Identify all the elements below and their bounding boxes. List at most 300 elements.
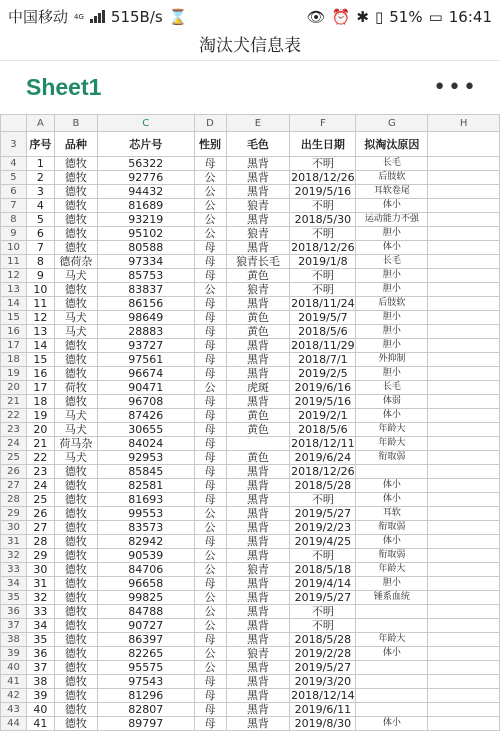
seq-cell[interactable]: 4 [26,199,54,213]
sex-cell[interactable]: 公 [194,213,226,227]
row-number[interactable]: 21 [1,395,27,409]
row-number[interactable]: 39 [1,647,27,661]
reason-cell[interactable]: 锤系血统 [356,591,428,605]
chip-cell[interactable]: 98649 [97,311,194,325]
row-number[interactable]: 35 [1,591,27,605]
reason-cell[interactable]: 体小 [356,479,428,493]
header-cell-breed[interactable]: 品种 [54,132,97,157]
seq-cell[interactable]: 30 [26,563,54,577]
reason-cell[interactable]: 体小 [356,409,428,423]
birthdate-cell[interactable]: 2018/12/26 [291,171,355,184]
birthdate-cell[interactable]: 不明 [290,549,356,563]
birthdate-cell[interactable]: 2019/1/8 [290,255,356,269]
row-number[interactable]: 17 [1,339,27,353]
empty-cell[interactable] [428,577,500,591]
empty-cell[interactable] [428,283,500,297]
reason-cell[interactable]: 胆小 [356,577,428,591]
chip-cell[interactable]: 81689 [97,199,194,213]
seq-cell[interactable]: 40 [26,703,54,717]
reason-cell[interactable]: 外抑制 [356,353,428,367]
chip-cell[interactable]: 85845 [97,465,194,479]
seq-cell[interactable]: 19 [26,409,54,423]
color-cell[interactable]: 黑背 [226,661,290,675]
reason-cell[interactable]: 耳软 [356,507,428,521]
birthdate-cell[interactable]: 2019/2/23 [290,521,356,535]
chip-cell[interactable]: 82581 [97,479,194,493]
color-cell[interactable]: 黑背 [226,465,290,479]
sheet-tab[interactable]: Sheet1 [26,74,102,100]
chip-cell[interactable]: 82942 [97,535,194,549]
breed-cell[interactable]: 德牧 [54,521,97,535]
reason-cell[interactable] [356,675,428,689]
empty-cell[interactable] [428,297,500,311]
seq-cell[interactable]: 23 [26,465,54,479]
row-number[interactable]: 15 [1,311,27,325]
color-cell[interactable]: 黑背 [226,395,290,409]
row-number[interactable]: 30 [1,521,27,535]
empty-cell[interactable] [428,633,500,647]
column-header-h[interactable]: H [428,115,500,132]
sex-cell[interactable]: 母 [194,423,226,437]
sex-cell[interactable]: 母 [194,311,226,325]
color-cell[interactable]: 黑背 [226,549,290,563]
reason-cell[interactable] [356,605,428,619]
row-number[interactable]: 32 [1,549,27,563]
breed-cell[interactable]: 德牧 [54,395,97,409]
reason-cell[interactable]: 体小 [356,493,428,507]
birthdate-cell[interactable]: 2018/12/26 [291,465,355,478]
reason-cell[interactable]: 体小 [356,647,428,661]
seq-cell[interactable]: 27 [26,521,54,535]
color-cell[interactable]: 黑背 [226,157,290,171]
chip-cell[interactable]: 96708 [97,395,194,409]
birthdate-cell[interactable]: 2019/2/5 [290,367,356,381]
reason-cell[interactable]: 体小 [356,717,428,731]
reason-cell[interactable]: 体小 [356,241,428,255]
sex-cell[interactable]: 公 [194,521,226,535]
chip-cell[interactable]: 81296 [97,689,194,703]
seq-cell[interactable]: 20 [26,423,54,437]
chip-cell[interactable]: 85753 [97,269,194,283]
color-cell[interactable]: 黄色 [226,269,290,283]
reason-cell[interactable]: 长毛 [356,381,428,395]
empty-cell[interactable] [428,451,500,465]
seq-cell[interactable]: 17 [26,381,54,395]
seq-cell[interactable]: 7 [26,241,54,255]
reason-cell[interactable]: 胆小 [356,311,428,325]
chip-cell[interactable]: 86397 [97,633,194,647]
breed-cell[interactable]: 德牧 [54,535,97,549]
birthdate-cell[interactable]: 2019/6/11 [290,703,356,717]
seq-cell[interactable]: 28 [26,535,54,549]
sex-cell[interactable]: 母 [194,353,226,367]
chip-cell[interactable]: 96658 [97,577,194,591]
sex-cell[interactable]: 公 [194,185,226,199]
sex-cell[interactable]: 母 [194,675,226,689]
breed-cell[interactable]: 德牧 [54,661,97,675]
sex-cell[interactable]: 母 [194,255,226,269]
birthdate-cell[interactable]: 不明 [290,269,356,283]
seq-cell[interactable]: 10 [26,283,54,297]
sex-cell[interactable]: 公 [194,661,226,675]
breed-cell[interactable]: 荷马杂 [54,437,97,451]
reason-cell[interactable]: 长毛 [356,255,428,269]
birthdate-cell[interactable]: 2018/12/26 [291,241,355,254]
seq-cell[interactable]: 25 [26,493,54,507]
breed-cell[interactable]: 德牧 [54,675,97,689]
reason-cell[interactable]: 胆小 [356,283,428,297]
seq-cell[interactable]: 34 [26,619,54,633]
birthdate-cell[interactable]: 2018/5/28 [290,633,356,647]
breed-cell[interactable]: 马犬 [54,269,97,283]
seq-cell[interactable]: 18 [26,395,54,409]
reason-cell[interactable]: 胆小 [356,269,428,283]
header-cell-seq[interactable]: 序号 [26,132,54,157]
reason-cell[interactable]: 胆小 [356,325,428,339]
reason-cell[interactable]: 运动能力不强 [356,213,428,227]
birthdate-cell[interactable]: 2018/7/1 [290,353,356,367]
sex-cell[interactable]: 公 [194,507,226,521]
breed-cell[interactable]: 马犬 [54,409,97,423]
seq-cell[interactable]: 21 [26,437,54,451]
seq-cell[interactable]: 32 [26,591,54,605]
birthdate-cell[interactable]: 2018/5/6 [290,325,356,339]
breed-cell[interactable]: 德牧 [54,563,97,577]
seq-cell[interactable]: 3 [26,185,54,199]
sex-cell[interactable]: 公 [194,199,226,213]
sex-cell[interactable]: 母 [194,717,226,731]
seq-cell[interactable]: 33 [26,605,54,619]
sex-cell[interactable]: 母 [194,157,226,171]
color-cell[interactable]: 黑背 [226,171,290,185]
color-cell[interactable]: 狼青长毛 [226,255,290,269]
seq-cell[interactable]: 26 [26,507,54,521]
chip-cell[interactable]: 96674 [97,367,194,381]
reason-cell[interactable]: 胆小 [356,227,428,241]
birthdate-cell[interactable]: 2019/2/1 [290,409,356,423]
birthdate-cell[interactable]: 2019/6/16 [290,381,356,395]
color-cell[interactable]: 狼青 [226,283,290,297]
seq-cell[interactable]: 1 [26,157,54,171]
row-number[interactable]: 43 [1,703,27,717]
empty-cell[interactable] [428,325,500,339]
seq-cell[interactable]: 35 [26,633,54,647]
color-cell[interactable]: 黑背 [226,241,290,255]
breed-cell[interactable]: 德牧 [54,507,97,521]
breed-cell[interactable]: 德牧 [54,227,97,241]
chip-cell[interactable]: 82807 [97,703,194,717]
breed-cell[interactable]: 德牧 [54,577,97,591]
row-number[interactable]: 22 [1,409,27,423]
reason-cell[interactable]: 年龄大 [356,633,428,647]
row-number[interactable]: 4 [1,157,27,171]
empty-cell[interactable] [428,132,500,157]
chip-cell[interactable]: 81693 [97,493,194,507]
empty-cell[interactable] [428,647,500,661]
seq-cell[interactable]: 38 [26,675,54,689]
chip-cell[interactable]: 92953 [97,451,194,465]
sex-cell[interactable]: 公 [194,549,226,563]
empty-cell[interactable] [428,255,500,269]
color-cell[interactable]: 狼青 [226,227,290,241]
row-number[interactable]: 5 [1,171,27,185]
breed-cell[interactable]: 德牧 [54,241,97,255]
reason-cell[interactable] [356,703,428,717]
empty-cell[interactable] [428,339,500,353]
reason-cell[interactable]: 年龄大 [356,423,428,437]
sex-cell[interactable]: 母 [194,409,226,423]
row-number[interactable]: 13 [1,283,27,297]
row-number[interactable]: 29 [1,507,27,521]
seq-cell[interactable]: 22 [26,451,54,465]
breed-cell[interactable]: 德牧 [54,717,97,731]
reason-cell[interactable]: 长毛 [356,157,428,171]
sex-cell[interactable]: 母 [194,577,226,591]
reason-cell[interactable]: 体弱 [356,395,428,409]
empty-cell[interactable] [428,381,500,395]
row-number[interactable]: 7 [1,199,27,213]
color-cell[interactable]: 黑背 [226,605,290,619]
seq-cell[interactable]: 15 [26,353,54,367]
color-cell[interactable]: 黑背 [226,185,290,199]
breed-cell[interactable]: 德牧 [54,689,97,703]
row-number[interactable]: 40 [1,661,27,675]
row-number[interactable]: 41 [1,675,27,689]
seq-cell[interactable]: 13 [26,325,54,339]
birthdate-cell[interactable]: 不明 [290,283,356,297]
empty-cell[interactable] [428,619,500,633]
sex-cell[interactable]: 公 [194,283,226,297]
empty-cell[interactable] [428,605,500,619]
reason-cell[interactable]: 胆小 [356,367,428,381]
color-cell[interactable]: 黑背 [226,213,290,227]
row-number[interactable]: 19 [1,367,27,381]
birthdate-cell[interactable]: 2019/4/25 [290,535,356,549]
sex-cell[interactable]: 母 [194,325,226,339]
breed-cell[interactable]: 德牧 [54,353,97,367]
chip-cell[interactable]: 82265 [97,647,194,661]
color-cell[interactable]: 黑背 [226,521,290,535]
chip-cell[interactable]: 84788 [97,605,194,619]
birthdate-cell[interactable]: 2018/5/18 [290,563,356,577]
reason-cell[interactable]: 衔取弱 [356,451,428,465]
birthdate-cell[interactable]: 2018/11/24 [291,297,355,310]
birthdate-cell[interactable]: 2019/2/28 [290,647,356,661]
empty-cell[interactable] [428,521,500,535]
color-cell[interactable]: 狼青 [226,199,290,213]
color-cell[interactable]: 虎斑 [226,381,290,395]
chip-cell[interactable]: 97543 [97,675,194,689]
birthdate-cell[interactable]: 2019/4/14 [290,577,356,591]
birthdate-cell[interactable]: 2018/5/6 [290,423,356,437]
breed-cell[interactable]: 德牧 [54,339,97,353]
row-number[interactable]: 33 [1,563,27,577]
color-cell[interactable]: 黄色 [226,325,290,339]
seq-cell[interactable]: 37 [26,661,54,675]
color-cell[interactable]: 黑背 [226,703,290,717]
chip-cell[interactable]: 95102 [97,227,194,241]
reason-cell[interactable]: 胆小 [356,339,428,353]
breed-cell[interactable]: 德牧 [54,633,97,647]
color-cell[interactable]: 黑背 [226,689,290,703]
color-cell[interactable]: 黑背 [226,507,290,521]
chip-cell[interactable]: 90471 [97,381,194,395]
empty-cell[interactable] [428,367,500,381]
color-cell[interactable]: 黑背 [226,367,290,381]
color-cell[interactable]: 狼青 [226,563,290,577]
row-number[interactable]: 10 [1,241,27,255]
row-number[interactable]: 6 [1,185,27,199]
empty-cell[interactable] [428,465,500,479]
chip-cell[interactable]: 89797 [97,717,194,731]
chip-cell[interactable]: 93219 [97,213,194,227]
color-cell[interactable]: 黑背 [226,717,290,731]
empty-cell[interactable] [428,171,500,185]
empty-cell[interactable] [428,535,500,549]
row-number[interactable]: 12 [1,269,27,283]
chip-cell[interactable]: 56322 [97,157,194,171]
birthdate-cell[interactable]: 不明 [290,493,356,507]
color-cell[interactable]: 黑背 [226,633,290,647]
color-cell[interactable]: 黑背 [226,535,290,549]
empty-cell[interactable] [428,213,500,227]
seq-cell[interactable]: 14 [26,339,54,353]
breed-cell[interactable]: 德牧 [54,171,97,185]
breed-cell[interactable]: 德牧 [54,703,97,717]
row-number[interactable]: 3 [1,132,27,157]
birthdate-cell[interactable]: 2019/5/16 [290,185,356,199]
chip-cell[interactable]: 97334 [97,255,194,269]
birthdate-cell[interactable]: 2019/5/7 [290,311,356,325]
breed-cell[interactable]: 德牧 [54,465,97,479]
corner-cell[interactable] [1,115,27,132]
empty-cell[interactable] [428,549,500,563]
birthdate-cell[interactable]: 2018/12/11 [291,437,355,450]
empty-cell[interactable] [428,689,500,703]
reason-cell[interactable]: 年龄大 [356,437,428,451]
row-number[interactable]: 34 [1,577,27,591]
sex-cell[interactable]: 母 [194,479,226,493]
chip-cell[interactable]: 87426 [97,409,194,423]
chip-cell[interactable]: 83837 [97,283,194,297]
chip-cell[interactable]: 93727 [97,339,194,353]
birthdate-cell[interactable]: 不明 [290,605,356,619]
breed-cell[interactable]: 德牧 [54,213,97,227]
empty-cell[interactable] [428,311,500,325]
empty-cell[interactable] [428,479,500,493]
empty-cell[interactable] [428,675,500,689]
birthdate-cell[interactable]: 2018/11/29 [291,339,355,352]
breed-cell[interactable]: 德牧 [54,619,97,633]
reason-cell[interactable]: 体小 [356,199,428,213]
birthdate-cell[interactable]: 不明 [290,199,356,213]
sex-cell[interactable]: 公 [194,647,226,661]
seq-cell[interactable]: 6 [26,227,54,241]
reason-cell[interactable] [356,661,428,675]
row-number[interactable]: 25 [1,451,27,465]
color-cell[interactable]: 黑背 [226,353,290,367]
sex-cell[interactable]: 母 [194,535,226,549]
reason-cell[interactable]: 衔取弱 [356,549,428,563]
spreadsheet-grid[interactable] [0,114,500,731]
breed-cell[interactable]: 马犬 [54,423,97,437]
more-menu-icon[interactable]: ••• [433,75,478,100]
empty-cell[interactable] [428,353,500,367]
row-number[interactable]: 26 [1,465,27,479]
birthdate-cell[interactable]: 不明 [290,619,356,633]
empty-cell[interactable] [428,269,500,283]
seq-cell[interactable]: 11 [26,297,54,311]
sex-cell[interactable]: 公 [194,619,226,633]
birthdate-cell[interactable]: 2018/12/14 [291,689,355,702]
sex-cell[interactable]: 母 [194,339,226,353]
breed-cell[interactable]: 德牧 [54,185,97,199]
seq-cell[interactable]: 36 [26,647,54,661]
chip-cell[interactable]: 90539 [97,549,194,563]
column-header-g[interactable]: G [356,115,428,132]
breed-cell[interactable]: 德牧 [54,297,97,311]
color-cell[interactable]: 黄色 [226,423,290,437]
column-header-d[interactable]: D [194,115,226,132]
empty-cell[interactable] [428,493,500,507]
row-number[interactable]: 38 [1,633,27,647]
row-number[interactable]: 27 [1,479,27,493]
color-cell[interactable] [226,437,290,451]
sex-cell[interactable]: 公 [194,563,226,577]
reason-cell[interactable]: 耳软卷尾 [356,185,428,199]
sex-cell[interactable]: 母 [194,395,226,409]
sex-cell[interactable]: 母 [194,437,226,451]
empty-cell[interactable] [428,227,500,241]
seq-cell[interactable]: 5 [26,213,54,227]
row-number[interactable]: 28 [1,493,27,507]
column-header-b[interactable]: B [54,115,97,132]
empty-cell[interactable] [428,507,500,521]
empty-cell[interactable] [428,563,500,577]
seq-cell[interactable]: 41 [26,717,54,731]
empty-cell[interactable] [428,661,500,675]
chip-cell[interactable]: 83573 [97,521,194,535]
birthdate-cell[interactable]: 2019/3/20 [290,675,356,689]
chip-cell[interactable]: 84706 [97,563,194,577]
column-header-f[interactable]: F [290,115,356,132]
seq-cell[interactable]: 16 [26,367,54,381]
sex-cell[interactable]: 母 [194,241,226,255]
breed-cell[interactable]: 马犬 [54,451,97,465]
header-cell-chip[interactable]: 芯片号 [97,132,194,157]
seq-cell[interactable]: 29 [26,549,54,563]
seq-cell[interactable]: 8 [26,255,54,269]
empty-cell[interactable] [428,185,500,199]
reason-cell[interactable] [356,465,428,479]
chip-cell[interactable]: 94432 [97,185,194,199]
empty-cell[interactable] [428,241,500,255]
sex-cell[interactable]: 公 [194,605,226,619]
chip-cell[interactable]: 30655 [97,423,194,437]
breed-cell[interactable]: 德牧 [54,493,97,507]
sex-cell[interactable]: 母 [194,689,226,703]
breed-cell[interactable]: 德牧 [54,479,97,493]
birthdate-cell[interactable]: 不明 [290,227,356,241]
row-number[interactable]: 9 [1,227,27,241]
color-cell[interactable]: 黄色 [226,311,290,325]
row-number[interactable]: 37 [1,619,27,633]
birthdate-cell[interactable]: 2019/6/24 [290,451,356,465]
row-number[interactable]: 44 [1,717,27,731]
chip-cell[interactable]: 99553 [97,507,194,521]
row-number[interactable]: 36 [1,605,27,619]
birthdate-cell[interactable]: 2019/8/30 [290,717,356,731]
